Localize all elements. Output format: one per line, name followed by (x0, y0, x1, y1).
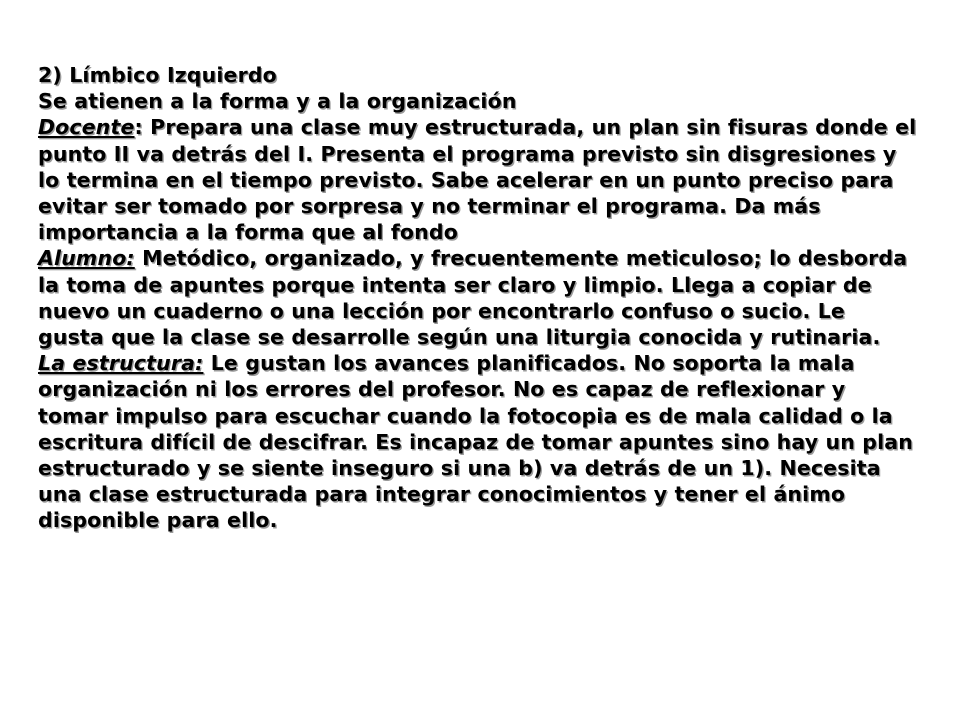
docente-text: : Prepara una clase muy estructurada, un plan sin fisuras donde el punto II va detrás del I. Presenta el programa previsto sin disgresiones y lo termina en el tiempo previsto. Sabe acelerar en un punto preciso para evitar ser tomado por sorpresa y no terminar el programa. Da más importancia a la forma que al fondo (38, 115, 917, 245)
estructura-label: La estructura: (38, 351, 204, 376)
docente-label: Docente (38, 115, 135, 140)
estructura-text: Le gustan los avances planificados. No soporta la mala organización ni los errores del profesor. No es capaz de reflexionar y tomar impulso para escuchar cuando la fotocopia es de mala calidad o la escritura difícil de descifrar. Es incapaz de tomar apuntes sino hay un plan estructurado y se siente inseguro si una b) va detrás de un 1). Necesita una clase estructurada para integrar conocimientos y tener el ánimo disponible para ello. (38, 351, 914, 533)
alumno-text: Metódico, organizado, y frecuentemente meticuloso; lo desborda la toma de apuntes porque intenta ser claro y limpio. Llega a copiar de nuevo un cuaderno o una lección por encontrarlo confuso o sucio. Le gusta que la clase se desarrolle según una liturgia conocida y rutinaria. (38, 246, 908, 350)
alumno-label: Alumno: (38, 246, 135, 271)
slide-text-block (38, 62, 918, 534)
estructura-paragraph (38, 350, 918, 533)
alumno-paragraph (38, 245, 918, 350)
docente-paragraph (38, 114, 918, 245)
section-subheading: Se atienen a la forma y a la organización (38, 89, 517, 114)
section-heading: 2) Límbico Izquierdo (38, 63, 277, 87)
